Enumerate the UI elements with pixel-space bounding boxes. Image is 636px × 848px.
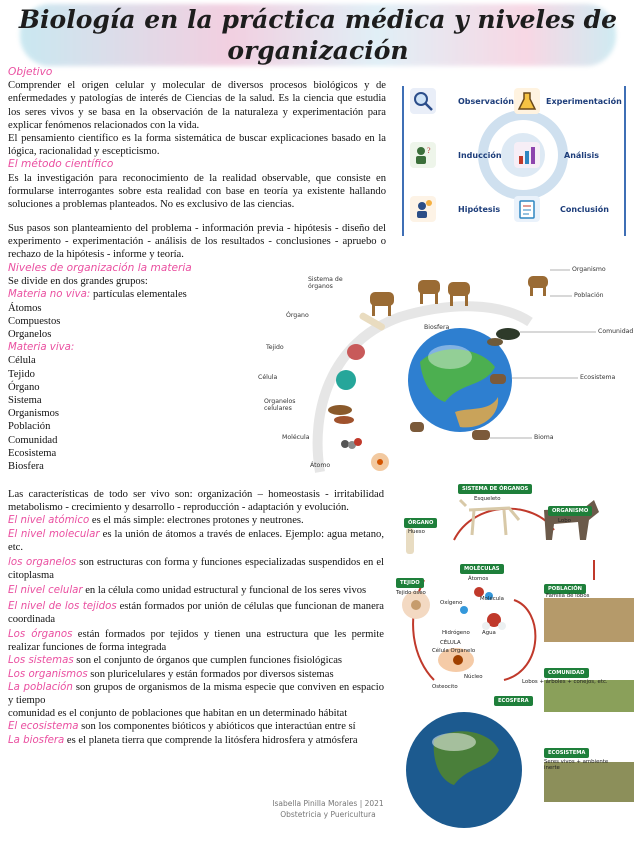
caracteristicas-text: Las características de todo ser vivo son: organización – homeostasis - irritabilidad metabolismo - crecimiento y desarrollo - reproducción - adaptación y evolución. — [8, 489, 384, 514]
ciclo-text: CÉLULA — [440, 640, 461, 646]
definicion-term: Los sistemas — [8, 655, 74, 667]
ciclo-box: ECOSFERA — [494, 696, 533, 706]
objetivo-text-2: El pensamiento científico es la forma sistemática de buscar explicaciones basado en la lógica, racionalidad y escepticismo. — [8, 133, 386, 158]
definicion-item — [8, 707, 384, 720]
org-label: Órgano — [286, 312, 309, 319]
footer-line-1: Isabella Pinilla Morales | 2021 — [272, 799, 384, 808]
list-item: Átomos — [8, 302, 42, 314]
ciclo-text: Familia de lobos — [546, 593, 590, 599]
definicion-text: es el más simple: electrones protones y neutrones. — [89, 515, 304, 527]
step-experimentacion — [514, 88, 622, 114]
org-label: Átomo — [310, 462, 331, 469]
ciclo-text: Hidrógeno — [442, 630, 470, 636]
ciclo-text: Oxígeno — [440, 600, 463, 606]
report-icon — [514, 196, 540, 222]
magnifier-icon — [410, 88, 436, 114]
definicion-text: son estructuras con forma y funciones especializadas suspendidos en el citoplasma — [8, 557, 384, 582]
list-item: Sistema — [8, 395, 42, 407]
ciclo-box: ÓRGANO — [404, 518, 437, 528]
person-idea-icon — [410, 196, 436, 222]
list-item: Ecosistema — [8, 447, 57, 459]
step-label: Inducción — [458, 150, 502, 160]
definicion-item — [8, 668, 384, 681]
org-label: Molécula — [282, 434, 310, 441]
no-viva-text: partículas elementales — [90, 289, 187, 301]
metodo-text: Es la investigación para reconocimiento de la realidad observable, que consiste en formularse interrogantes sobre esta realidad con base en teoría ya existente hallando soluciones a problemas planteados. No es exclusivo de las ciencias. — [8, 172, 386, 211]
definicion-text: es la unión de átomos a través de enlaces. Ejemplo: agua metano, etc. — [8, 528, 384, 553]
step-label: Experimentación — [546, 96, 622, 106]
niveles-heading: Niveles de organización la materia — [8, 262, 192, 274]
no-viva-line — [8, 288, 248, 301]
ciclo-text: Molécula — [480, 596, 504, 602]
list-item: Organismos — [8, 408, 60, 420]
ciclo-text: Lobos + árboles + conejos, etc. — [522, 679, 608, 685]
title-banner — [0, 0, 636, 68]
ciclo-box: MOLÉCULAS — [460, 564, 504, 574]
definicion-term: La biosfera — [8, 734, 65, 746]
definicion-text: son el conjunto de órganos que cumplen funciones fisiológicas — [73, 655, 343, 667]
list-item: Célula — [8, 355, 36, 367]
step-label: Análisis — [564, 150, 600, 160]
definicion-text: están formados por unión de células que funcionan de manera coordinada — [8, 600, 384, 625]
step-observacion — [410, 88, 514, 114]
org-label: Célula — [258, 374, 278, 381]
bar-chart-icon — [514, 142, 540, 168]
metodo-heading: El método científico — [8, 158, 114, 171]
list-item: Compuestos — [8, 315, 61, 327]
definicion-term: El nivel celular — [8, 585, 83, 597]
org-label: Bioma — [534, 434, 554, 441]
ciclo-diagram — [394, 480, 636, 846]
list-item: Organelos — [8, 329, 52, 341]
list-item: Órgano — [8, 381, 40, 393]
definicion-text: son pluricelulares y están formados por diversos sistemas — [87, 668, 334, 680]
ciclo-box: ECOSISTEMA — [544, 748, 589, 758]
definicion-item — [8, 654, 384, 667]
ciclo-text: Átomos — [468, 576, 489, 582]
page-title — [0, 4, 636, 66]
definicion-text: comunidad es el conjunto de poblaciones que habitan en un determinado hábitat — [8, 708, 348, 720]
ciclo-illustration — [394, 480, 636, 846]
list-item: Comunidad — [8, 434, 58, 446]
list-item: Población — [8, 421, 51, 433]
definicion-term: Los órganos — [8, 629, 73, 641]
definicion-term: El ecosistema — [8, 721, 79, 733]
ciclo-text: Osteocito — [432, 684, 458, 690]
definicion-term: El nivel molecular — [8, 528, 100, 540]
ciclo-box: POBLACIÓN — [544, 584, 586, 594]
definicion-text: están formados por tejidos y tienen una estructura que les permite realizar funciones de forma integrada — [8, 629, 384, 654]
step-label: Conclusión — [560, 204, 609, 214]
niveles-diagram — [250, 262, 636, 490]
ciclo-box: COMUNIDAD — [544, 668, 589, 678]
svg-text:?: ? — [427, 146, 431, 155]
list-item: Biosfera — [8, 461, 44, 473]
ciclo-box: TEJIDO — [396, 578, 424, 588]
ciclo-box: ORGANISMO — [548, 506, 592, 516]
flask-icon — [514, 88, 540, 114]
method-right-line — [624, 86, 626, 236]
objetivo-section — [8, 66, 386, 211]
org-label: Tejido — [266, 344, 284, 351]
method-left-line — [402, 86, 404, 236]
definicion-item — [8, 584, 384, 597]
list-item: Tejido — [8, 368, 35, 380]
footer-credit — [228, 798, 428, 820]
objetivo-heading: Objetivo — [8, 66, 53, 78]
niveles-intro: Se divide en dos grandes grupos: — [8, 276, 148, 288]
title-line-1: Biología en la práctica médica y niveles de — [18, 5, 618, 34]
metodo-graphic — [398, 80, 630, 240]
title-line-2: organización — [227, 36, 409, 65]
step-hipotesis — [410, 196, 500, 222]
ciclo-text: Núcleo — [464, 674, 483, 680]
definicion-item — [8, 628, 384, 654]
definicion-text: son los componentes bióticos y abióticos que interactúan entre sí — [78, 721, 356, 733]
definicion-text: son grupos de organismos de la misma especie que conviven en espacio y tiempo — [8, 681, 384, 707]
definicion-text: en la célula como unidad estructural y funcional de los seres vivos — [82, 585, 367, 597]
org-label: Comunidad — [598, 328, 634, 335]
definicion-item — [8, 514, 384, 527]
definicion-item — [8, 528, 384, 554]
ciclo-text: Tejido óseo — [396, 590, 426, 596]
ciclo-text: Agua — [482, 630, 496, 636]
definiciones-section — [8, 488, 384, 747]
thinking-person-icon — [410, 142, 436, 168]
step-label: Observación — [458, 96, 514, 106]
definicion-term: los organelos — [8, 557, 77, 569]
definicion-item — [8, 556, 384, 582]
org-label: Ecosistema — [580, 374, 616, 381]
ciclo-box: SISTEMA DE ÓRGANOS — [458, 484, 532, 494]
ciclo-text: Célula Organelo — [432, 648, 476, 654]
definicion-term: El nivel atómico — [8, 515, 90, 527]
definicion-term: La población — [8, 681, 73, 693]
org-label: Biosfera — [424, 324, 450, 331]
definicion-text: es el planeta tierra que comprende la litósfera hidrosfera y atmósfera — [64, 734, 358, 746]
niveles-section — [8, 262, 248, 473]
definicion-item — [8, 734, 384, 747]
step-conclusion — [514, 196, 609, 222]
objetivo-text: Comprender el origen celular y molecular de diversos procesos biológicos y de enfermedades y patologías de interés de Ciencias de la salud. Es la ciencia que estudia los seres vivos y se basa en la observación de la naturaleza y experimentación para explicar fenómenos relacionados con la vida. — [8, 80, 386, 131]
org-label: Organismo — [572, 266, 606, 273]
ciclo-text: Lobo — [558, 518, 571, 524]
org-label: Organelos celulares — [264, 398, 296, 412]
step-label: Hipótesis — [458, 204, 501, 214]
definicion-term: Los organismos — [8, 668, 88, 680]
ciclo-text: Esqueleto — [474, 496, 501, 502]
no-viva-heading: Materia no viva: — [8, 289, 91, 301]
definicion-item — [8, 720, 384, 733]
definicion-item — [8, 681, 384, 707]
definicion-term: El nivel de los tejidos — [8, 600, 117, 612]
step-analisis — [514, 142, 599, 168]
footer-line-2: Obstetricia y Puericultura — [280, 810, 376, 819]
viva-heading: Materia viva: — [8, 342, 75, 354]
ciclo-text: Seres vivos + ambiente inerte — [544, 759, 609, 771]
ciclo-text: Hueso — [408, 529, 425, 535]
definicion-item — [8, 600, 384, 626]
org-label: Población — [574, 292, 604, 299]
org-label: Sistema de órganos — [308, 276, 343, 290]
metodo-steps-text: Sus pasos son planteamiento del problema - información previa - hipótesis - diseño del experimento - experimentación - análisis de los resultados - conclusiones - apruebo o rechazo de la hipótesis - informe y teoría. — [8, 223, 386, 261]
step-induccion — [410, 142, 502, 168]
